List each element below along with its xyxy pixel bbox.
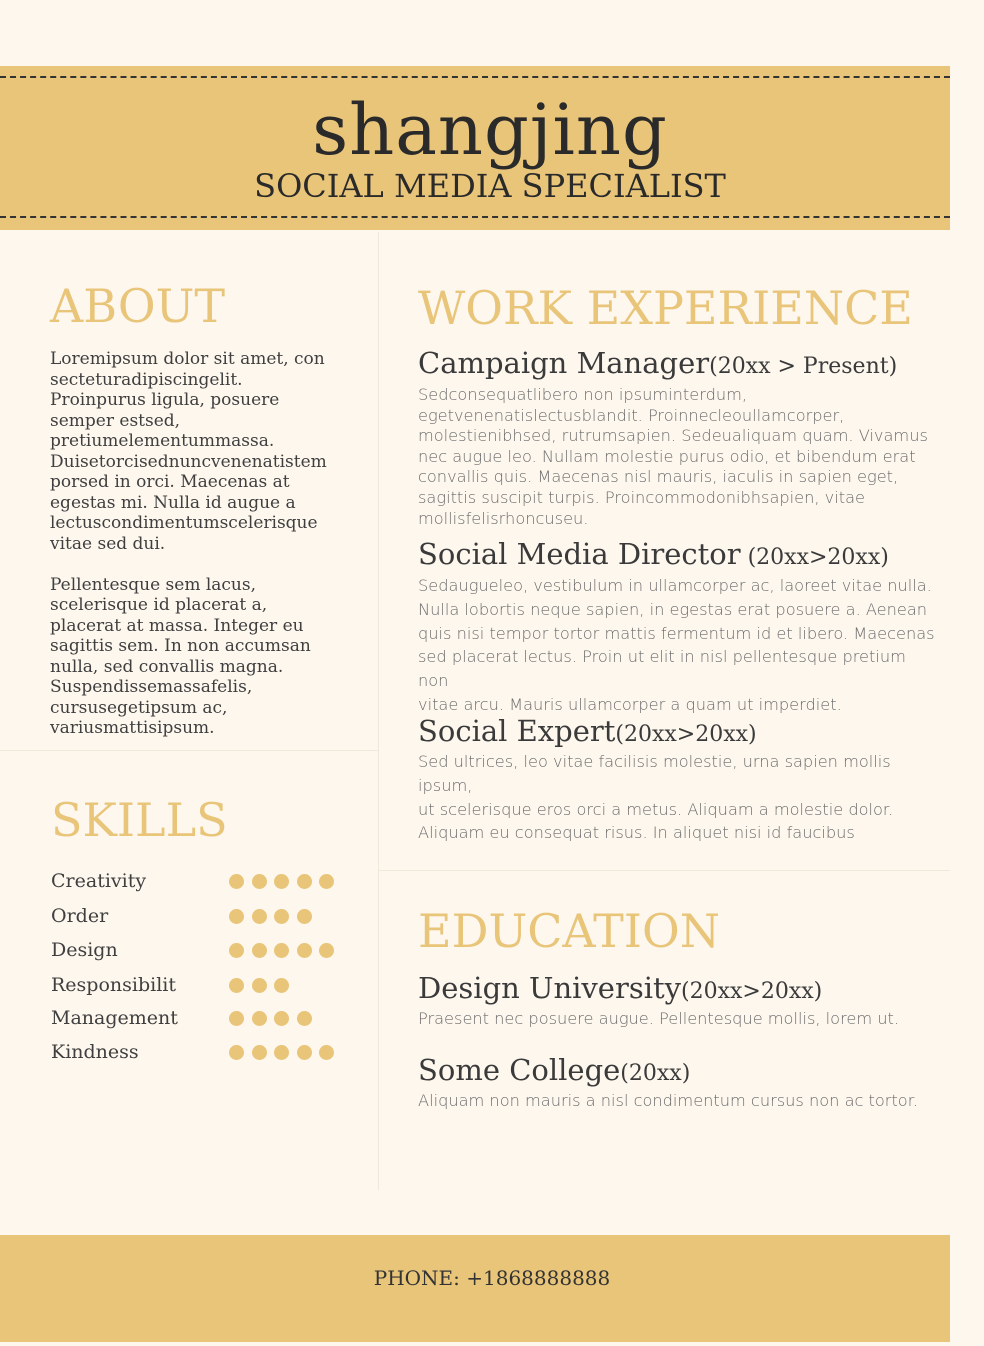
skill-dot [297,1045,312,1060]
job-description: Sedconsequatlibero non ipsuminterdum, egetvenenatislectusblandit. Proinnecleoullamcorper, molestienibhsed, rutrumsapien. Sedeualiquam quam. Vivamus nec augue leo. Nullam molestie purus odio, et bibendum erat convallis quis. Maecenas nisl mauris, iaculis in sapien eget, sagittis suscipit turpis. Proincommodonibhsapien, vitae mollisfelisrhoncuseu. [418,385,928,528]
job-period: (20xx > Present) [709,354,898,379]
skill-name: Design [51,939,118,961]
skill-dot [319,874,334,889]
skill-rating [229,1045,342,1061]
job-title-text: Social Expert [418,714,616,748]
work-experience-title: WORK EXPERIENCE [418,281,913,335]
column-divider [378,232,379,1190]
skill-dot [229,1011,244,1026]
about-paragraph-1: Loremipsum dolor sit amet, con secteturadipiscingelit. Proinpurus ligula, posuere semper estsed, pretiumelementummassa. Duisetorcisednuncvenenatistem porsed in orci. Maecenas at egestas mi. Nulla id augue a lectuscondimentumscelerisque vitae sed dui. [50,349,327,554]
school-description: Aliquam non mauris a nisl condimentum cursus non ac tortor. [418,1091,919,1110]
skill-rating [229,1011,319,1027]
skill-name: Responsibilit [51,974,176,996]
job-title-text: Social Media Director [418,537,741,571]
skill-dot [252,909,267,924]
skill-dot [319,943,334,958]
skill-dot [274,978,289,993]
education-title: EDUCATION [418,904,720,958]
job-period: (20xx>20xx) [740,545,889,570]
about-text [50,349,350,738]
skill-name: Creativity [51,870,147,892]
job-title-text: Campaign Manager [418,346,710,380]
skill-name: Kindness [51,1041,139,1063]
skill-row [51,973,351,997]
skill-dot [274,1045,289,1060]
phone-number: PHONE: +1868888888 [373,1266,611,1290]
skill-dot [274,874,289,889]
school-description: Praesent nec posuere augue. Pellentesque mollis, lorem ut. [418,1009,900,1028]
skill-dot [274,909,289,924]
skill-dot [297,874,312,889]
about-paragraph-2: Pellentesque sem lacus, scelerisque id placerat a, placerat at massa. Integer eu sagittis sem. In non accumsan nulla, sed convallis magna. Suspendissemassafelis, cursusegetipsum ac, variusmattisipsum. [50,574,311,738]
skill-dot [252,978,267,993]
school-title [418,1053,690,1091]
skill-row [51,1006,351,1030]
skill-dot [252,1045,267,1060]
right-section-divider [379,870,950,871]
skill-dot [274,1011,289,1026]
candidate-role: SOCIAL MEDIA SPECIALIST [254,167,726,205]
skill-dot [229,909,244,924]
left-section-divider [0,750,378,751]
skill-dot [252,943,267,958]
skill-row [51,938,351,962]
job-description: Sedaugueleo, vestibulum in ullamcorper ac, laoreet vitae nulla. Nulla lobortis neque sapien, in egestas erat posuere a. Aenean quis nisi tempor tortor mattis fermentum id et libero. Maecenas sed placerat lectus. Proin ut elit in nisl pellentesque pretium non vitae arcu. Mauris ullamcorper a quam ut imperdiet. [418,576,935,714]
skill-dot [297,1011,312,1026]
job-title [418,346,897,384]
skill-rating [229,874,342,890]
skill-dot [229,943,244,958]
header-dashed-line-top [0,76,950,78]
skill-rating [229,978,297,994]
school-period: (20xx>20xx) [681,979,823,1004]
skill-dot [319,1045,334,1060]
header-dashed-line-bottom [0,216,950,218]
skill-row [51,1040,351,1064]
skill-dot [297,909,312,924]
job-title [418,714,757,752]
skill-dot [252,874,267,889]
skill-dot [297,943,312,958]
candidate-name: shangjing [312,89,668,171]
skills-title: SKILLS [51,793,228,847]
skill-rating [229,943,342,959]
skill-dot [229,874,244,889]
school-period: (20xx) [620,1061,691,1086]
school-title-text: Design University [418,971,682,1005]
school-title [418,971,822,1009]
skill-name: Management [51,1007,178,1029]
skill-dot [229,1045,244,1060]
job-title [418,537,889,575]
skill-dot [229,978,244,993]
skill-dot [274,943,289,958]
job-description: Sed ultrices, leo vitae facilisis molestie, urna sapien mollis ipsum, ut scelerisque eros orci a metus. Aliquam a molestie dolor. Aliquam eu consequat risus. In aliquet nisi id faucibus [418,752,894,843]
about-title: ABOUT [50,279,226,333]
skill-row [51,904,351,928]
skill-rating [229,909,319,925]
skill-row [51,869,351,893]
skill-dot [252,1011,267,1026]
skill-name: Order [51,905,109,927]
job-period: (20xx>20xx) [615,722,757,747]
school-title-text: Some College [418,1053,621,1087]
